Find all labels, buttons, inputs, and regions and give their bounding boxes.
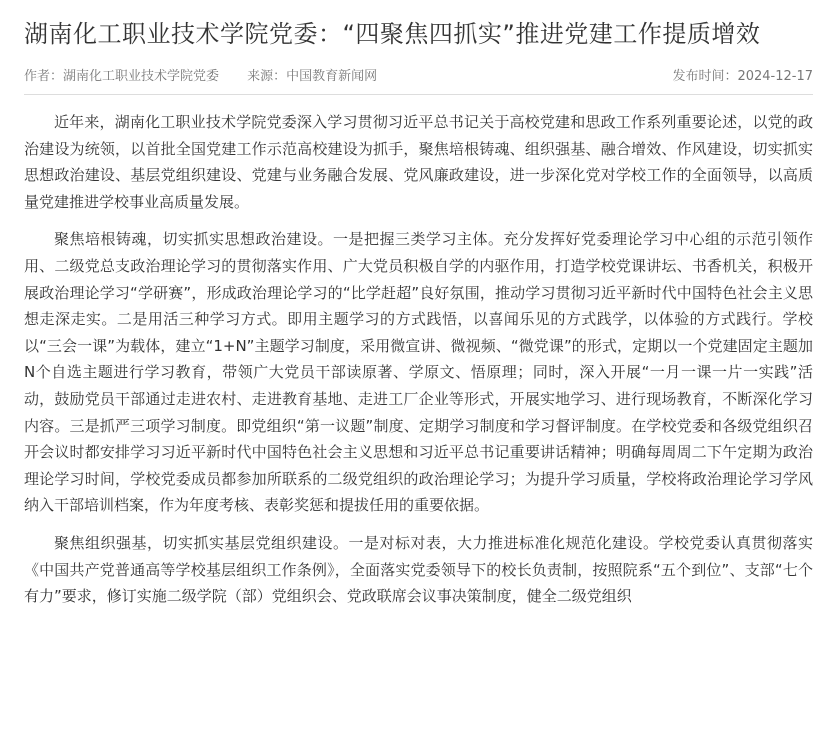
paragraph: 近年来，湖南化工职业技术学院党委深入学习贯彻习近平总书记关于高校党建和思政工作系列重要论述，以党的政治建设为统领，以首批全国党建工作示范高校建设为抓手，聚焦培根铸魂、组织强基、融合增效、作风建设，切实抓实思想政治建设、基层党组织建设、党建与业务融合发展、党风廉政建设，进一步深化党对学校工作的全面领导，以高质量党建推进学校事业高质量发展。 bbox=[24, 113, 813, 211]
article-content bbox=[24, 95, 813, 610]
paragraph: 聚焦培根铸魂，切实抓实思想政治建设。一是把握三类学习主体。充分发挥好党委理论学习中心组的示范引领作用、二级党总支政治理论学习的贯彻落实作用、广大党员积极自学的内驱作用，打造学校党课讲坛、书香机关，积极开展政治理论学习“学研赛”，形成政治理论学习的“比学赶超”良好氛围，推动学习贯彻习近平新时代中国特色社会主义思想走深走实。二是用活三种学习方式。即用主题学习的方式践悟，以喜闻乐见的方式践学，以体验的方式践行。学校以“三会一课”为载体，建立“1+N”主题学习制度，采用微宣讲、微视频、“微党课”的形式，定期以一个党建固定主题加N个自选主题进行学习教育，带领广大党员干部读原著、学原文、悟原理；同时，深入开展“一月一课一片一实践”活动，鼓励党员干部通过走进农村、走进教育基地、走进工厂企业等形式，开展实地学习、进行现场教育，不断深化学习内容。三是抓严三项学习制度。即党组织“第一议题”制度、定期学习制度和学习督评制度。在学校党委和各级党组织召开会议时都安排学习习近平新时代中国特色社会主义思想和习近平总书记重要讲话精神；明确每周周二下午定期为政治理论学习时间，学校党委成员都参加所联系的二级党组织的政治理论学习；为提升学习质量，学校将政治理论学习学风纳入干部培训档案，作为年度考核、表彰奖惩和提拔任用的重要依据。 bbox=[24, 230, 813, 515]
article-title: 湖南化工职业技术学院党委：“四聚焦四抓实”推进党建工作提质增效 bbox=[24, 20, 761, 48]
source-label: 来源：中国教育新闻网 bbox=[247, 68, 378, 84]
publish-date: 发布时间：2024-12-17 bbox=[672, 68, 813, 84]
meta-left bbox=[24, 65, 399, 84]
paragraph: 聚焦组织强基，切实抓实基层党组织建设。一是对标对表，大力推进标准化规范化建设。学校党委认真贯彻落实《中国共产党普通高等学校基层组织工作条例》，全面落实党委领导下的校长负责制，按照院系“五个到位”、支部“七个有力”要求，修订实施二级学院（部）党组织会、党政联席会议事决策制度，健全二级党组织 bbox=[24, 533, 813, 606]
author-label: 作者：湖南化工职业技术学院党委 bbox=[24, 68, 220, 84]
article-meta bbox=[24, 54, 813, 95]
